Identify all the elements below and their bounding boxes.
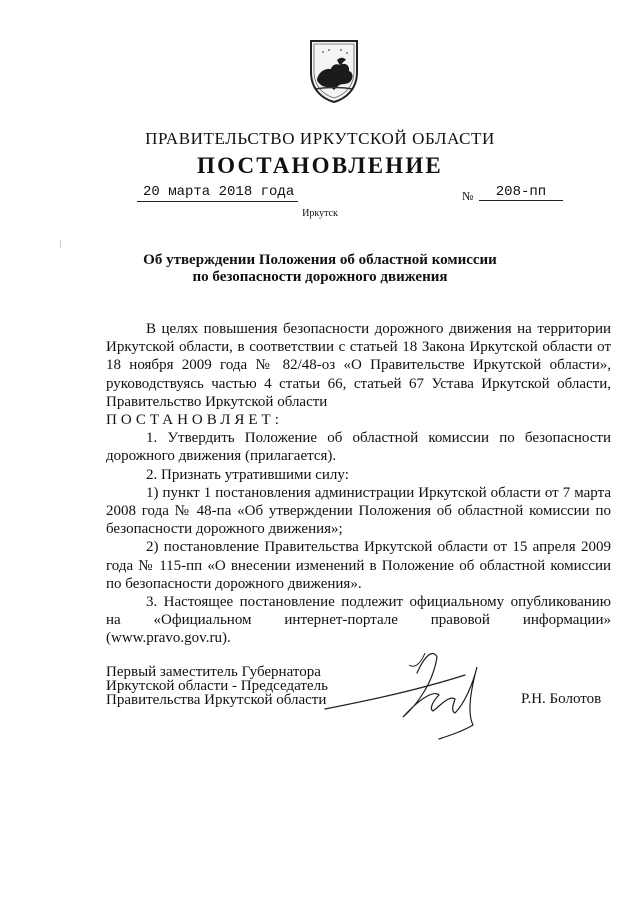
title-line-2: по безопасности дорожного движения [192,269,448,285]
position-line-3: Правительства Иркутской области [106,692,327,708]
title-line-1: Об утверждении Положения об областной комиссии [143,252,497,268]
decree-city: Иркутск [302,208,338,219]
decree-type: ПОСТАНОВЛЕНИЕ [197,153,443,178]
signatory-name: Р.Н. Болотов [521,691,602,707]
decree-number: 208-пп [479,184,563,201]
number-label: № [462,189,474,203]
margin-mark [60,240,61,248]
position-line-1: Первый заместитель Губернатора [106,664,321,680]
signatory-position [106,665,328,707]
item-1: 1. Утвердить Положение об областной комиссии по безопасности дорожного движения (прилагается). [106,430,611,465]
decree-title [0,252,640,286]
item-2-2: 2) постановление Правительства Иркутской области от 15 апреля 2009 года № 115-пп «О внесении изменений в Положение об областной комиссии по безопасности дорожного движения». [106,539,611,592]
position-line-2: Иркутской области - Председатель [106,678,328,694]
decree-body [106,320,611,648]
item-2-1: 1) пункт 1 постановления администрации Иркутской области от 7 марта 2008 года № 48-па «Об утверждении Положения об областной комиссии по безопасности дорожного движения»; [106,484,611,538]
handwritten-signature [305,635,505,745]
preamble-paragraph: В целях повышения безопасности дорожного движения на территории Иркутской области, в соответствии с статьей 18 Закона Иркутской области от 18 ноября 2009 года № 82/48-оз «О Правительстве Иркутской области», руководствуясь частью 4 статьи 66, статьей 67 Устава Иркутской области, Правительство Иркутской области [106,321,611,410]
irkutsk-coat-of-arms-icon [307,38,361,104]
decree-date: 20 марта 2018 года [137,184,298,202]
government-name: ПРАВИТЕЛЬСТВО ИРКУТСКОЙ ОБЛАСТИ [145,129,495,148]
item-2: 2. Признать утратившими силу: [146,466,349,483]
resolves-heading: ПОСТАНОВЛЯЕТ: [106,412,283,429]
item-3: 3. Настоящее постановление подлежит официальному опубликованию на «Официальном интернет-портале правовой информации» (www.pravo.gov.ru). [106,594,611,647]
